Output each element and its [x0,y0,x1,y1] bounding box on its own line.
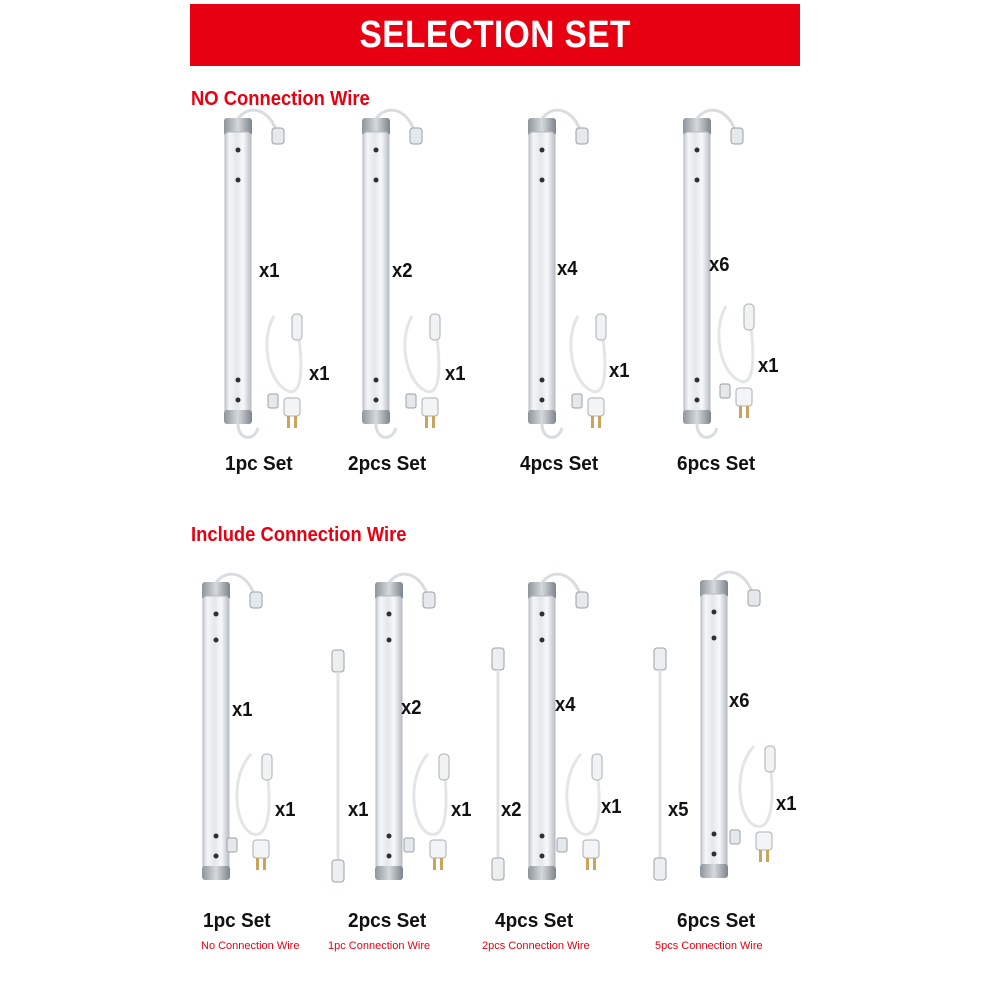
tube-quantity: x1 [259,260,280,282]
set-note: 2pcs Connection Wire [482,940,590,952]
section-title-with-wire: Include Connection Wire [191,524,407,546]
tube-quantity: x1 [232,699,253,721]
tube-quantity: x2 [392,260,413,282]
tube-quantity: x2 [401,697,422,719]
connection-wire-image [328,650,348,890]
set-note: 5pcs Connection Wire [655,940,763,952]
banner-title: SELECTION SET [359,13,631,56]
tube-quantity: x4 [555,694,576,716]
switch-quantity: x1 [758,355,779,377]
set-label: 4pcs Set [520,453,599,475]
tube-quantity: x6 [729,690,750,712]
wire-quantity: x1 [348,799,369,821]
set-label: 2pcs Set [348,910,427,932]
switch-quantity: x1 [601,796,622,818]
switch-quantity: x1 [451,799,472,821]
switch-quantity: x1 [275,799,296,821]
selection-set-banner [190,4,800,66]
switch-quantity: x1 [776,793,797,815]
set-label: 6pcs Set [677,910,756,932]
tube-quantity: x4 [557,258,578,280]
set-label: 2pcs Set [348,453,427,475]
switch-quantity: x1 [609,360,630,382]
set-label: 4pcs Set [495,910,574,932]
wire-quantity: x5 [668,799,689,821]
section-title-no-wire: NO Connection Wire [191,88,370,110]
switch-quantity: x1 [309,363,330,385]
set-note: 1pc Connection Wire [328,940,431,952]
switch-plug-cable-image [225,748,280,878]
connection-wire-image [650,648,670,888]
set-label: 6pcs Set [677,453,756,475]
set-label: 1pc Set [225,453,293,475]
wire-quantity: x2 [501,799,522,821]
tube-quantity: x6 [709,254,730,276]
switch-plug-cable-image [402,748,457,878]
set-label: 1pc Set [203,910,271,932]
switch-plug-cable-image [728,740,783,870]
connection-wire-image [488,648,508,888]
switch-quantity: x1 [445,363,466,385]
set-note: No Connection Wire [201,940,300,952]
